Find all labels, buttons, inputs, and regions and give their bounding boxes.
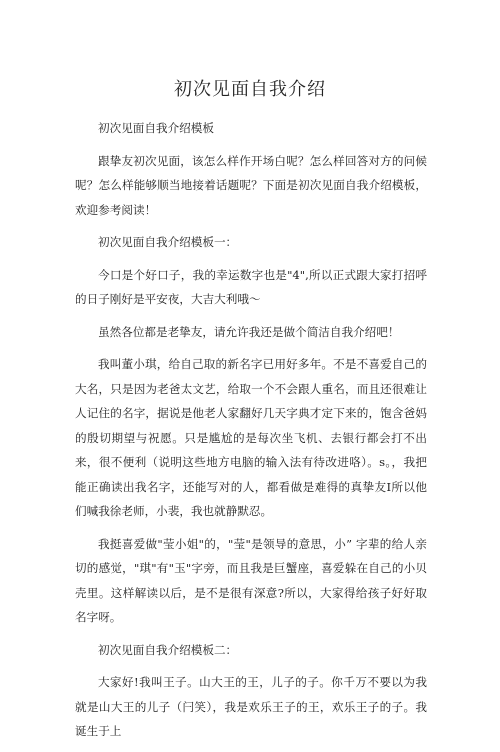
paragraph-template-two-heading: 初次见面自我介绍模板二：	[98, 642, 238, 657]
paragraph-template-heading: 初次见面自我介绍模板	[98, 121, 214, 135]
document-title: 初次见面自我介绍	[174, 79, 326, 100]
paragraph-prince-intro: 大家好!我叫王子。山大王的王，儿子的子。你千万不要以为我就是山大王的儿子（闩笑），我是欢乐王子的王，欢乐王子的子。我诞生于上	[75, 675, 427, 738]
paragraph-name-story: 我叫董小琪，给自己取的新名字已用好多年。不是不喜爱自己的大名，只是因为老爸太文艺，给取一个不会跟人重名，而且还很难让人记住的名字，据说是他老人家翻好几天字典才定下来的，饱含爸妈的殷切期望与祝愿。只是尴尬的是每次坐飞机、去银行都会打不出来，很不便利（说明这些地方电脑的输入法有待改进咯）。s。，我把能正确读出我名字，还能写对的人，都看做是难得的真挚友I所以他们喊我徐老师，小裴，我也就静默忍。	[75, 357, 427, 518]
document-body	[75, 116, 427, 752]
paragraph-intro: 跟挚友初次见面，该怎么样作开场白呢？怎么样回答对方的问候呢？怎么样能够顺当地接着话题呢？下面是初次见面自我介绍模板，欢迎参考阅读！	[75, 153, 427, 217]
paragraph-template-one-heading: 初次见面自我介绍模板一：	[98, 235, 238, 249]
paragraph-nickname: 我挺喜爱做"莹小姐"的，"莹"是领导的意思，小” 字辈的给人亲切的感觉，"琪"有"玉"字旁，而且我是巨蟹座，喜爱躲在自己的小贝壳里。这样解读以后，是不是很有深意?所以，大家得给孩子好好取名字呀。	[75, 536, 427, 624]
paragraph-brief-intro: 虽然各位都是老挚友，请允许我还是做个简洁自我介绍吧！	[98, 324, 400, 339]
paragraph-lucky-number: 今口是个好口子，我的幸运数字也是"4",所以正式跟大家打招呼的日子刚好是平安夜，大吉大利哦～	[75, 267, 427, 306]
